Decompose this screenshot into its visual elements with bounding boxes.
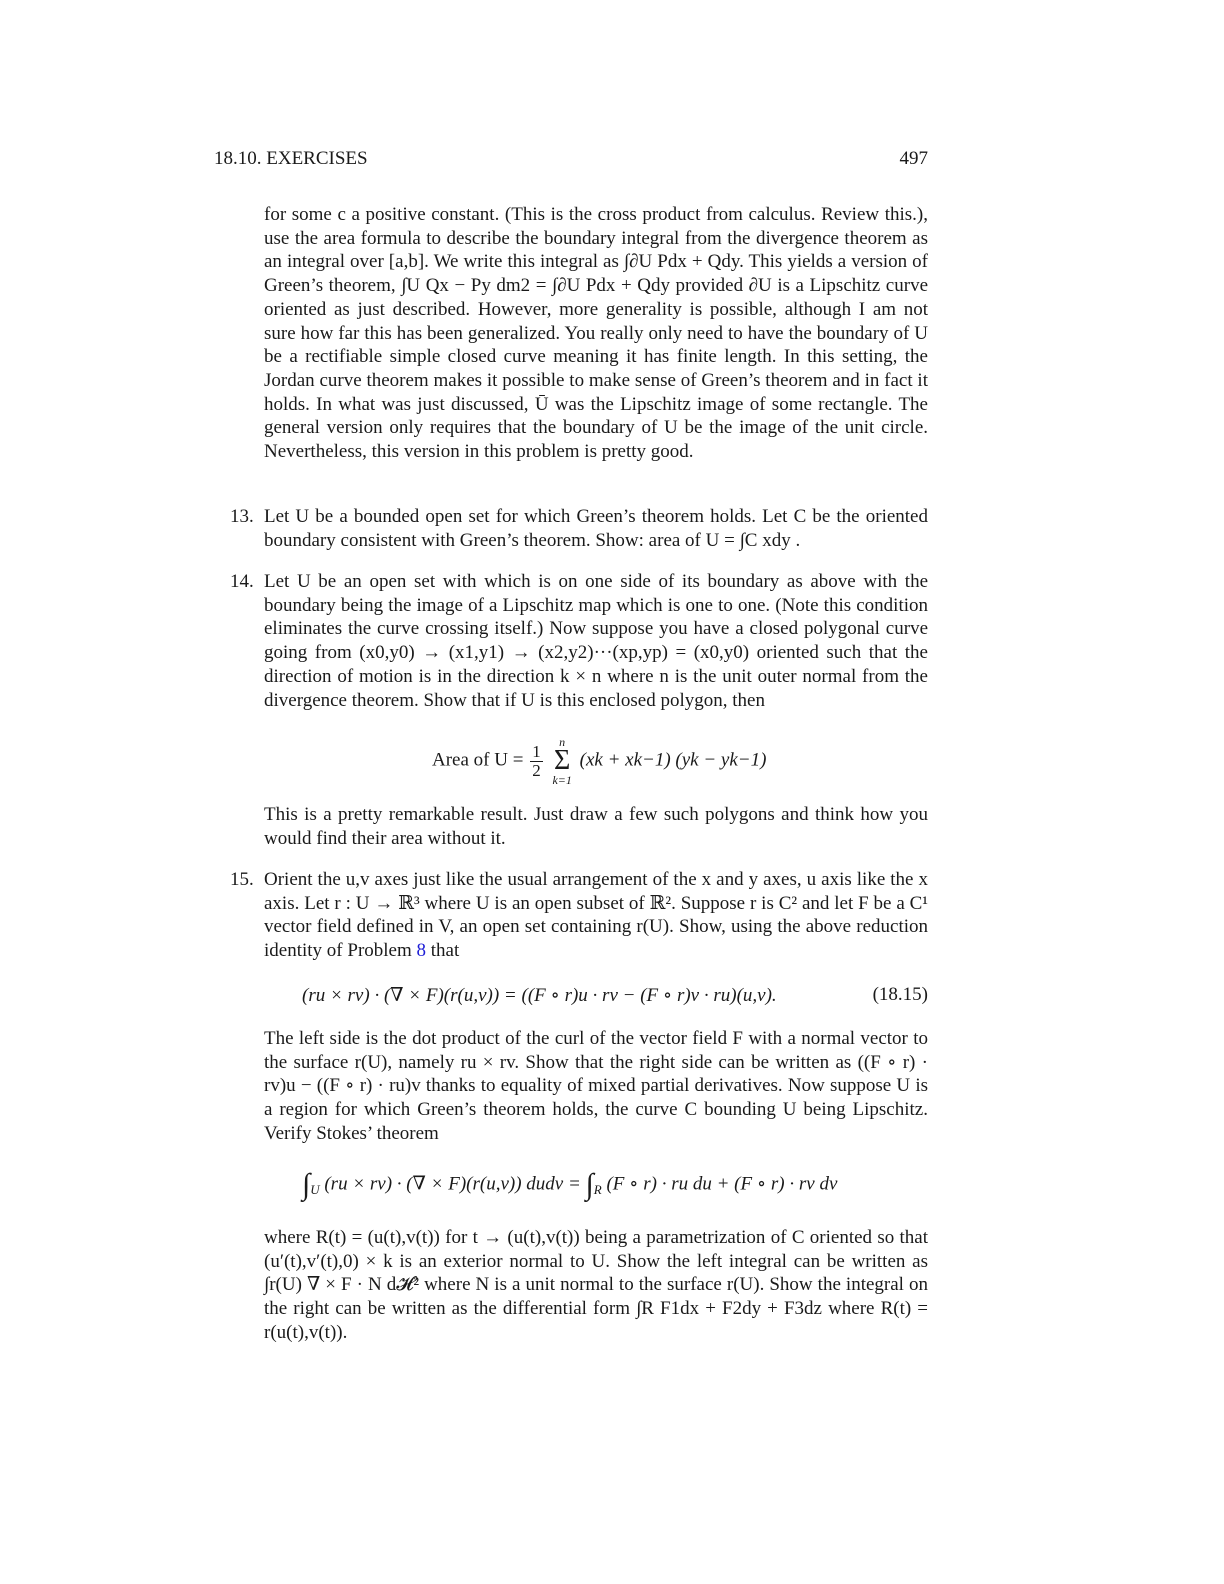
page-number: 497 [899,148,928,169]
exercise-text-after-link: that [430,940,460,962]
area-formula [432,735,766,787]
exercise-number: 13. [230,506,254,527]
running-header [214,148,928,170]
exercise-text [264,868,928,963]
formula-lhs: Area of U = [432,749,524,771]
integral-domain-u: U [310,1182,320,1198]
exercise-13 [230,505,928,552]
exercise-14-remark: This is a pretty remarkable result. Just draw a few such polygons and think how you would find their area without it. [264,804,928,849]
exercise-15-paragraph-2: The left side is the dot product of the curl of the vector field F with a normal vector to the surface r(U), namely ru × rv. Show that the right side can be written as ((F ∘ r) · rv)u − ((F ∘ r) · ru)v thanks to equality of mixed partial derivatives. Now suppose U is a region for which Green’s theorem holds, the curve C bounding U being Lipschitz. Verify Stokes’ theorem [264,1028,928,1144]
summation [552,735,571,787]
stokes-equation [302,1168,837,1202]
exercise-number: 15. [230,869,254,890]
integral-sign: ∫ [302,1168,311,1201]
exercise-text: Let U be a bounded open set for which Green’s theorem holds. Let C be the oriented boundary consistent with Green’s theorem. Show: area of U = ∫C xdy . [264,506,928,551]
fraction-denominator: 2 [532,760,541,780]
section-title: 18.10. EXERCISES [214,148,368,169]
equation-18-15 [302,984,777,1007]
equation-body: (ru × rv) · (∇ × F)(r(u,v)) = ((F ∘ r)u · rv − (F ∘ r)v · ru)(u,v). [302,985,777,1006]
exercise-text-before-link: Orient the u,v axes just like the usual arrangement of the x and y axes, u axis like the x axis. Let r : U → ℝ³ where U is an open subset of ℝ². Suppose r is C² and let F be a C¹ vector field defined in V, an open set containing r(U). Show, using the above reduction identity of Problem [264,869,928,962]
integral-sign: ∫ [585,1168,594,1201]
fraction [530,743,543,780]
fraction-numerator: 1 [532,741,541,761]
stokes-rhs: (F ∘ r) · ru du + (F ∘ r) · rv dv [606,1173,838,1195]
exercise-14 [230,570,928,712]
problem-8-link[interactable]: 8 [416,940,427,962]
summand: (xk + xk−1) (yk − yk−1) [579,749,767,771]
equation-number: (18.15) [872,984,928,1005]
sigma-symbol: Σ [554,745,571,776]
exercise-15-paragraph-3: where R(t) = (u(t),v(t)) for t → (u(t),v(t)) being a parametrization of C oriented so that (u′(t),v′(t),0) × k is an exterior normal to U. Show the left integral can be written as ∫r(U) ∇ × F · N d𝓗² where N is a unit normal to the surface r(U). Show the integral on the right can be written as the differential form ∫R F1dx + F2dy + F3dz where R(t) = r(u(t),v(t)). [264,1227,928,1343]
sum-lower-limit: k=1 [552,773,572,787]
exercise-15 [230,868,928,963]
stokes-lhs: (ru × rv) · (∇ × F)(r(u,v)) dudv = [324,1173,581,1195]
integral-domain-r: R [593,1182,602,1198]
sum-upper-limit: n [559,735,566,749]
exercise-text: Let U be an open set with which is on one side of its boundary as above with the boundary being the image of a Lipschitz map which is one to one. (Note this condition eliminates the curve crossing itself.) Now suppose you have a closed polygonal curve going from (x0,y0) → (x1,y1) → (x2,y2)···(xp,yp) = (x0,y0) oriented such that the direction of motion is in the direction k × n where n is the unit outer normal from the divergence theorem. Show that if U is this enclosed polygon, then [264,571,928,711]
intro-paragraph: for some c a positive constant. (This is the cross product from calculus. Review this.), use the area formula to describe the boundary integral from the divergence theorem as an integral over [a,b]. We write this integral as ∫∂U Pdx + Qdy. This yields a version of Green’s theorem, ∫U Qx − Py dm2 = ∫∂U Pdx + Qdy provided ∂U is a Lipschitz curve oriented as just described. However, more generality is possible, although I am not sure how far this has been generalized. You really only need to have the boundary of U be a rectifiable simple closed curve meaning it has finite length. In this setting, the Jordan curve theorem makes it possible to make sense of Green’s theorem and in fact it holds. In what was just discussed, Ū was the Lipschitz image of some rectangle. The general version only requires that the boundary of U be the image of the unit circle. Nevertheless, this version in this problem is pretty good. [264,204,928,463]
exercise-number: 14. [230,571,254,592]
